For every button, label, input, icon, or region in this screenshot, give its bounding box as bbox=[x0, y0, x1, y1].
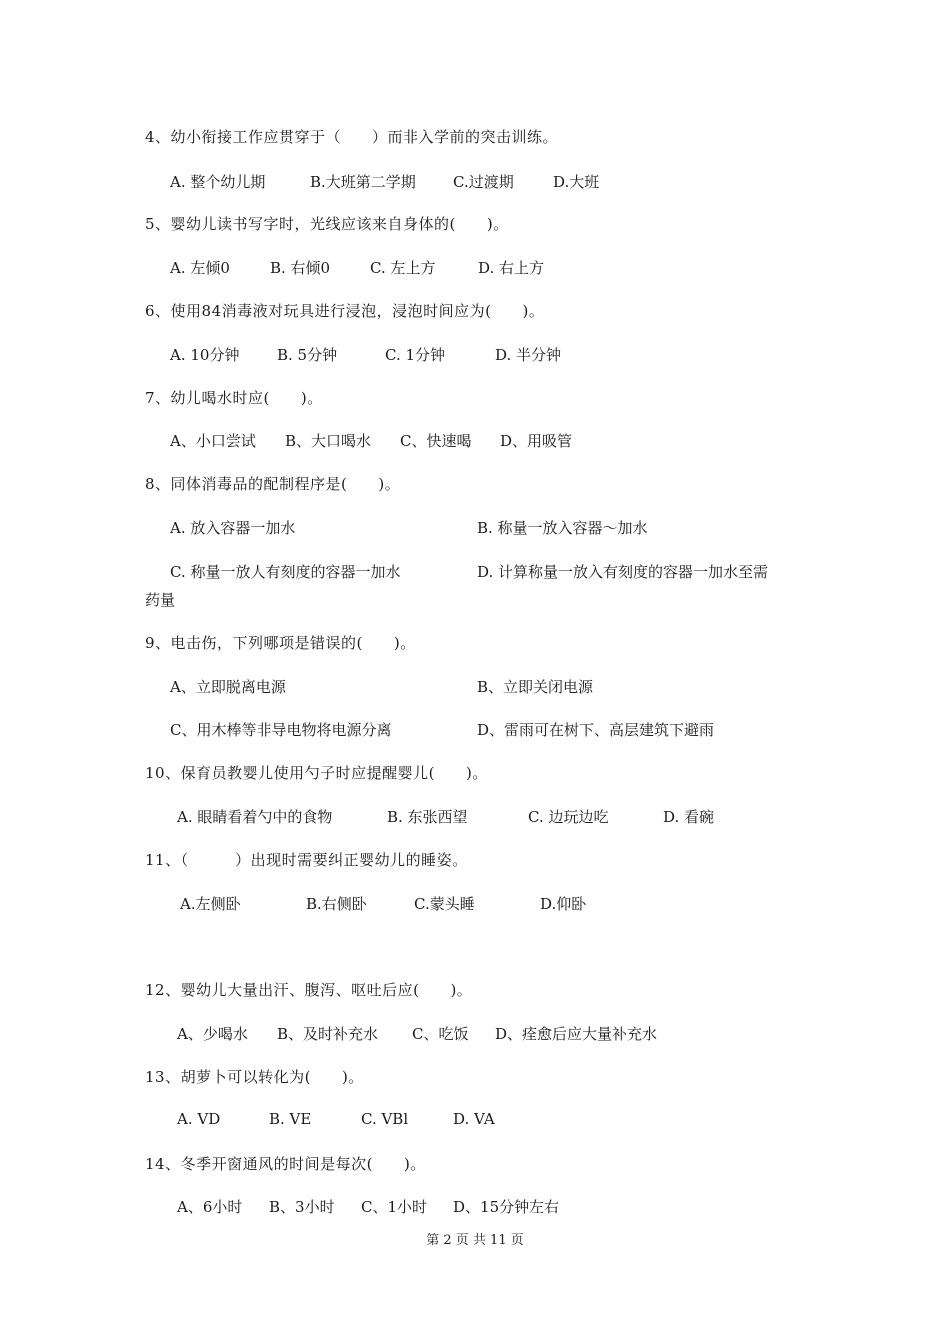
question-13: 13、胡萝卜可以转化为( )。 bbox=[145, 1068, 364, 1086]
question-14: 14、冬季开窗通风的时间是每次( )。 bbox=[145, 1155, 426, 1173]
question-10: 10、保育员教婴儿使用勺子时应提醒婴儿( )。 bbox=[145, 764, 488, 782]
option-b: B. 右倾0 bbox=[270, 259, 331, 277]
page-footer: 第 2 页 共 11 页 bbox=[426, 1233, 524, 1248]
option-a: A、少喝水 bbox=[177, 1025, 248, 1043]
option-b: B、立即关闭电源 bbox=[477, 678, 594, 696]
option-a: A.左侧卧 bbox=[180, 895, 241, 913]
option-d: D. 右上方 bbox=[478, 259, 545, 277]
question-5: 5、婴幼儿读书写字时，光线应该来自身体的( )。 bbox=[145, 215, 509, 233]
option-b: B. 5分钟 bbox=[277, 346, 338, 364]
option-a: A. 放入容器一加水 bbox=[170, 519, 296, 537]
option-d: D、雷雨可在树下、高层建筑下避雨 bbox=[477, 721, 715, 739]
option-b: B、大口喝水 bbox=[285, 432, 372, 450]
question-9: 9、电击伤，下列哪项是错误的( )。 bbox=[145, 634, 416, 652]
question-11: 11、（ ）出现时需要纠正婴幼儿的睡姿。 bbox=[145, 851, 468, 869]
option-a: A. 左倾0 bbox=[170, 259, 230, 277]
option-d: D. VA bbox=[453, 1110, 495, 1128]
option-b: B.大班第二学期 bbox=[310, 173, 416, 191]
option-d: D. 计算称量一放入有刻度的容器一加水至需 bbox=[477, 563, 769, 581]
option-a: A. VD bbox=[177, 1110, 221, 1128]
question-8: 8、同体消毒品的配制程序是( )。 bbox=[145, 475, 401, 493]
option-d: D、15分钟左右 bbox=[453, 1198, 560, 1216]
option-c: C、用木棒等非导电物将电源分离 bbox=[170, 721, 392, 739]
question-7: 7、幼儿喝水时应( )。 bbox=[145, 389, 323, 407]
option-d: D、痊愈后应大量补充水 bbox=[495, 1025, 658, 1043]
option-d: D.大班 bbox=[553, 173, 600, 191]
option-d: D. 半分钟 bbox=[495, 346, 562, 364]
option-a: A、立即脱离电源 bbox=[170, 678, 286, 696]
option-b: B. 东张西望 bbox=[387, 808, 468, 826]
option-a: A、6小时 bbox=[177, 1198, 243, 1216]
option-b: B、及时补充水 bbox=[277, 1025, 379, 1043]
question-4: 4、幼小衔接工作应贯穿于（ ）而非入学前的突击训练。 bbox=[145, 128, 559, 146]
option-b: B.右侧卧 bbox=[306, 895, 367, 913]
question-6: 6、使用84消毒液对玩具进行浸泡，浸泡时间应为( )。 bbox=[145, 302, 545, 320]
option-a: A、小口尝试 bbox=[170, 432, 256, 450]
option-c: C、吃饭 bbox=[412, 1025, 469, 1043]
option-b: B、3小时 bbox=[269, 1198, 335, 1216]
option-a: A. 10分钟 bbox=[170, 346, 240, 364]
option-a: A. 整个幼儿期 bbox=[170, 173, 266, 191]
option-b: B. VE bbox=[269, 1110, 312, 1128]
option-d: D、用吸管 bbox=[500, 432, 573, 450]
option-c: C.蒙头睡 bbox=[414, 895, 475, 913]
option-c: C、快速喝 bbox=[400, 432, 472, 450]
option-b: B. 称量一放入容器～加水 bbox=[477, 519, 648, 537]
option-c: C. 左上方 bbox=[370, 259, 436, 277]
option-d: D.仰卧 bbox=[540, 895, 587, 913]
option-a: A. 眼睛看着勺中的食物 bbox=[177, 808, 333, 826]
question-12: 12、婴幼儿大量出汗、腹泻、呕吐后应( )。 bbox=[145, 981, 473, 999]
option-d: D. 看碗 bbox=[663, 808, 715, 826]
option-c: C. 边玩边吃 bbox=[528, 808, 609, 826]
option-c: C. 称量一放人有刻度的容器一加水 bbox=[170, 563, 401, 581]
option-c: C. 1分钟 bbox=[385, 346, 446, 364]
option-c: C.过渡期 bbox=[453, 173, 514, 191]
option-c: C. VBl bbox=[361, 1110, 409, 1128]
option-c: C、1小时 bbox=[361, 1198, 428, 1216]
option-d-continuation: 药量 bbox=[145, 591, 176, 609]
